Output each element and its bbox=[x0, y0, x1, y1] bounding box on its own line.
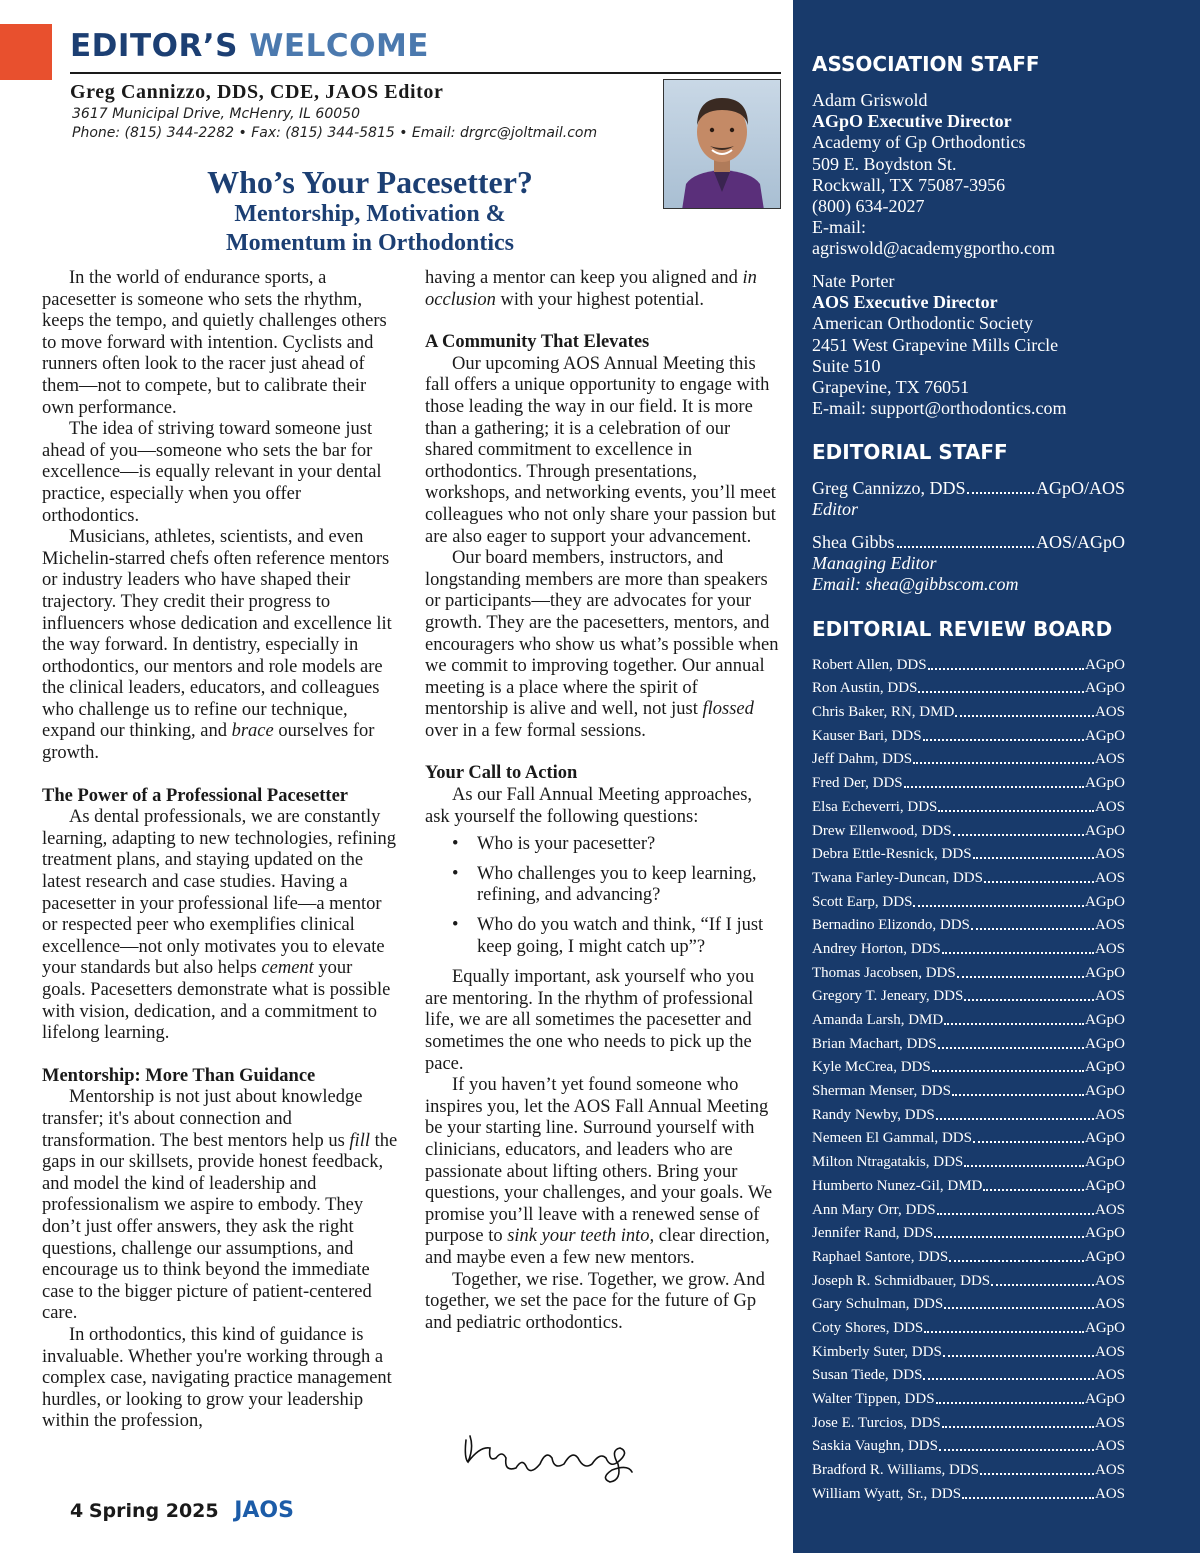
board-member bbox=[812, 1455, 1125, 1479]
article-title: Who’s Your Pacesetter? bbox=[207, 164, 533, 200]
board-member-org: AOS bbox=[1094, 917, 1125, 934]
board-member-org: AGpO bbox=[1085, 656, 1125, 673]
board-member bbox=[812, 1432, 1125, 1456]
board-member-org: AOS bbox=[1094, 704, 1125, 721]
board-member-name: Gregory T. Jeneary, DDS bbox=[812, 988, 964, 1005]
board-member-org: AGpO bbox=[1085, 1248, 1125, 1265]
section-title-word2: WELCOME bbox=[249, 28, 429, 64]
board-member-name: Gary Schulman, DDS bbox=[812, 1296, 944, 1313]
board-member-org: AOS bbox=[1094, 1343, 1125, 1360]
board-member bbox=[812, 768, 1125, 792]
title-rule bbox=[70, 72, 781, 74]
board-member-name: Humberto Nunez-Gil, DMD bbox=[812, 1177, 983, 1194]
board-member-org: AGpO bbox=[1085, 1130, 1125, 1147]
staff-contact-2: Nate Porter AOS Executive Director American Orthodontic Society 2451 West Grapevine Mills Circle Suite 510 Grapevine, TX 76051 E-mail: support@orthodontics.com bbox=[812, 271, 1067, 419]
list-item: • Who is your pacesetter? bbox=[425, 834, 781, 856]
masthead-sidebar bbox=[793, 0, 1200, 1553]
board-member-org: AOS bbox=[1094, 1296, 1125, 1313]
board-member-org: AOS bbox=[1094, 988, 1125, 1005]
board-member bbox=[812, 934, 1125, 958]
subheading: The Power of a Professional Pacesetter bbox=[42, 785, 349, 806]
board-member-name: Chris Baker, RN, DMD bbox=[812, 704, 955, 721]
board-member-org: AOS bbox=[1094, 751, 1125, 768]
board-member-name: Jose E. Turcios, DDS bbox=[812, 1414, 941, 1431]
board-member-org: AGpO bbox=[1085, 1177, 1125, 1194]
board-member-org: AOS bbox=[1094, 1462, 1125, 1479]
board-member-org: AOS bbox=[1094, 1367, 1125, 1384]
list-item: • Who challenges you to keep learning, refining, and advancing? bbox=[425, 864, 781, 907]
board-member bbox=[812, 911, 1125, 935]
article-subtitle-line2: Momentum in Orthodontics bbox=[226, 230, 514, 256]
board-member-org: AOS bbox=[1094, 869, 1125, 886]
article-subtitle-line1: Mentorship, Motivation & bbox=[234, 201, 506, 227]
board-member bbox=[812, 1076, 1125, 1100]
paragraph: Musicians, athletes, scientists, and even Michelin-starred chefs often reference mentors or industry leaders who have shaped their trajectory. They credit their progress to influencers whose dedication and excellence lit the way forward. In dentistry, especially in orthodontics, our mentors and role models are the clinical leaders, educators, and colleagues who challenge us to refine our technique, expand our thinking, and brace ourselves for growth. bbox=[42, 527, 392, 764]
board-member bbox=[812, 1479, 1125, 1503]
editor-address: 3617 Municipal Drive, McHenry, IL 60050 bbox=[72, 106, 360, 122]
board-member-org: AGpO bbox=[1085, 1059, 1125, 1076]
editor-portrait bbox=[663, 79, 781, 209]
board-member bbox=[812, 863, 1125, 887]
board-member bbox=[812, 1219, 1125, 1243]
board-member-name: Ron Austin, DDS bbox=[812, 680, 918, 697]
board-member bbox=[812, 1337, 1125, 1361]
article-headline bbox=[100, 164, 640, 258]
board-member-org: AOS bbox=[1094, 1272, 1125, 1289]
board-member bbox=[812, 1100, 1125, 1124]
board-member bbox=[812, 792, 1125, 816]
board-member-name: Kauser Bari, DDS bbox=[812, 727, 922, 744]
paragraph: In orthodontics, this kind of guidance is invaluable. Whether you're working through a complex case, navigating practice management hurdles, or looking to grow your leadership within the profession, bbox=[42, 1324, 392, 1432]
list-item: • Who do you watch and think, “If I just keep going, I might catch up”? bbox=[425, 915, 781, 958]
editor-signature bbox=[460, 1428, 640, 1488]
board-member bbox=[812, 1053, 1125, 1077]
paragraph: Together, we rise. Together, we grow. And together, we set the pace for the future of Gp and pediatric orthodontics. bbox=[425, 1269, 765, 1333]
association-staff-heading: ASSOCIATION STAFF bbox=[812, 52, 1040, 76]
paragraph: Mentorship is not just about knowledge transfer; it's about connection and transformation. The best mentors help us fill the gaps in our skillsets, provide honest feedback, and model the kind of leadership and professionalism we aspire to embody. They don’t just offer answers, they ask the right questions, challenge our assumptions, and encourage us to think beyond the immediate case to the bigger picture of patient-centered care. bbox=[42, 1087, 398, 1324]
paragraph: The idea of striving toward someone just ahead of you—someone who sets the bar for excellence—is equally relevant in your dental practice, especially when you offer orthodontics. bbox=[42, 419, 382, 526]
board-member-org: AOS bbox=[1094, 1201, 1125, 1218]
board-member-name: William Wyatt, Sr., DDS bbox=[812, 1485, 962, 1502]
board-member-org: AGpO bbox=[1085, 1035, 1125, 1052]
board-member-org: AGpO bbox=[1085, 1225, 1125, 1242]
board-member bbox=[812, 1242, 1125, 1266]
board-member-name: Andrey Horton, DDS bbox=[812, 940, 941, 957]
paragraph: In the world of endurance sports, a pacesetter is someone who sets the rhythm, keeps the tempo, and quietly challenges others to move forward with intention. Cyclists and runners often look to the racer just ahead of them—not to compete, but to calibrate their own performance. bbox=[42, 268, 387, 418]
question-list bbox=[425, 834, 781, 958]
board-member-org: AGpO bbox=[1085, 680, 1125, 697]
board-member-name: Thomas Jacobsen, DDS bbox=[812, 964, 956, 981]
board-member-name: Ann Mary Orr, DDS bbox=[812, 1201, 936, 1218]
board-member bbox=[812, 697, 1125, 721]
board-member bbox=[812, 745, 1125, 769]
paragraph: Equally important, ask yourself who you are mentoring. In the rhythm of professional life, we are all sometimes the pacesetter and sometimes the one who needs to pick up the pace. bbox=[425, 967, 755, 1074]
section-title bbox=[70, 28, 429, 64]
article-column-2 bbox=[425, 268, 781, 1334]
board-member-org: AOS bbox=[1094, 1414, 1125, 1431]
board-member bbox=[812, 887, 1125, 911]
section-color-tab bbox=[0, 24, 52, 80]
board-member-name: Scott Earp, DDS bbox=[812, 893, 913, 910]
board-member bbox=[812, 1171, 1125, 1195]
board-member-org: AOS bbox=[1094, 940, 1125, 957]
board-member bbox=[812, 1290, 1125, 1314]
board-member bbox=[812, 1313, 1125, 1337]
board-member-org: AGpO bbox=[1085, 727, 1125, 744]
editor-name: Greg Cannizzo, DDS, CDE, JAOS Editor bbox=[70, 81, 444, 103]
board-member-name: Randy Newby, DDS bbox=[812, 1106, 935, 1123]
paragraph: Our board members, instructors, and longstanding members are more than speakers or participants—they are advocates for your growth. They are the pacesetters, mentors, and encouragers who show us what’s possible when we commit to improving together. Our annual meeting is a place where the spirit of mentorship is alive and well, not just flossed over in a few formal sessions. bbox=[425, 548, 779, 741]
board-member-name: Saskia Vaughn, DDS bbox=[812, 1438, 938, 1455]
paragraph: If you haven’t yet found someone who inspires you, let the AOS Fall Annual Meeting be your starting line. Surround yourself with clinicians, educators, and leaders who are passionate about lifting others. Bring your questions, your challenges, and your goals. We promise you’ll leave with a renewed sense of purpose to sink your teeth into, clear direction, and maybe even a few new mentors. bbox=[425, 1075, 773, 1268]
board-member bbox=[812, 674, 1125, 698]
paragraph: As dental professionals, we are constantly learning, adapting to new technologies, refining treatment plans, and staying updated on the latest research and case studies. Having a pacesetter in your professional life—a mentor or respected peer who exemplifies clinical excellence—not only motivates you to elevate your standards but also helps cement your goals. Pacesetters demonstrate what is possible with vision, dedication, and a commitment to lifelong learning. bbox=[42, 807, 396, 1044]
board-member-name: Elsa Echeverri, DDS bbox=[812, 798, 938, 815]
board-member-name: Walter Tippen, DDS bbox=[812, 1391, 935, 1407]
board-member-name: Coty Shores, DDS bbox=[812, 1319, 924, 1336]
board-member bbox=[812, 1029, 1125, 1053]
board-member-name: Susan Tiede, DDS bbox=[812, 1367, 923, 1384]
board-member bbox=[812, 816, 1125, 840]
paragraph: As our Fall Annual Meeting approaches, ask yourself the following questions: bbox=[425, 785, 753, 827]
managing-editor-entry: Shea Gibbs AOS/AGpO Managing Editor Email: shea@gibbscom.com bbox=[812, 532, 1125, 594]
board-member-name: Drew Ellenwood, DDS bbox=[812, 822, 952, 839]
board-member-org: AGpO bbox=[1085, 893, 1125, 910]
board-member-org: AGpO bbox=[1085, 964, 1125, 981]
board-member-name: Bernadino Elizondo, DDS bbox=[812, 917, 970, 934]
board-member-name: Fred Der, DDS bbox=[812, 775, 903, 792]
board-member-name: Milton Ntragatakis, DDS bbox=[812, 1154, 964, 1171]
board-member-name: Sherman Menser, DDS bbox=[812, 1083, 951, 1100]
board-member-name: Jennifer Rand, DDS bbox=[812, 1225, 934, 1242]
board-member-name: Brian Machart, DDS bbox=[812, 1035, 937, 1052]
subheading: Your Call to Action bbox=[425, 763, 578, 784]
board-member bbox=[812, 958, 1125, 982]
board-member-org: AGpO bbox=[1085, 1319, 1125, 1336]
board-member bbox=[812, 650, 1125, 674]
journal-name: JAOS bbox=[234, 1498, 294, 1523]
review-board-heading: EDITORIAL REVIEW BOARD bbox=[812, 617, 1113, 641]
page-footer bbox=[70, 1498, 294, 1523]
board-member-org: AGpO bbox=[1085, 1391, 1125, 1407]
board-member bbox=[812, 1005, 1125, 1029]
paragraph: Our upcoming AOS Annual Meeting this fall offers a unique opportunity to engage with those leading the way in our field. It is more than a gathering; it is a celebration of our shared commitment to excellence in orthodontics. Through presentations, workshops, and networking events, you’ll meet colleagues who not only share your passion but are also eager to support your advancement. bbox=[425, 353, 776, 547]
section-title-word1: EDITOR’S bbox=[70, 28, 238, 64]
board-member-org: AGpO bbox=[1085, 1154, 1125, 1171]
board-member bbox=[812, 1147, 1125, 1171]
board-member bbox=[812, 840, 1125, 864]
board-member-name: Amanda Larsh, DMD bbox=[812, 1012, 944, 1028]
board-member bbox=[812, 1266, 1125, 1290]
board-member-org: AOS bbox=[1094, 1485, 1125, 1502]
board-member-org: AOS bbox=[1094, 1438, 1125, 1455]
board-member-name: Nemeen El Gammal, DDS bbox=[812, 1130, 972, 1147]
staff-contact-1: Adam Griswold AGpO Executive Director Academy of Gp Orthodontics 509 E. Boydston St. Rockwall, TX 75087-3956 (800) 634-2027 E-mail: agriswold@academygportho.com bbox=[812, 90, 1056, 259]
editor-contact: Phone: (815) 344-2282 • Fax: (815) 344-5815 • Email: drgrc@joltmail.com bbox=[72, 125, 598, 141]
board-member-name: Twana Farley-Duncan, DDS bbox=[812, 869, 983, 886]
board-member bbox=[812, 1195, 1125, 1219]
board-member-org: AGpO bbox=[1085, 775, 1125, 792]
board-member-org: AGpO bbox=[1085, 1083, 1125, 1100]
editorial-staff-heading: EDITORIAL STAFF bbox=[812, 440, 1008, 464]
board-member-org: AOS bbox=[1094, 798, 1125, 815]
review-board-list bbox=[812, 650, 1125, 1503]
article-column-1 bbox=[42, 268, 400, 1433]
editor-entry: Greg Cannizzo, DDS AGpO/AOS Editor bbox=[812, 478, 1125, 519]
page-number: 4 bbox=[70, 1500, 84, 1522]
subheading: Mentorship: More Than Guidance bbox=[42, 1065, 316, 1086]
board-member bbox=[812, 982, 1125, 1006]
issue-label: Spring 2025 bbox=[88, 1500, 219, 1522]
board-member bbox=[812, 1384, 1125, 1408]
board-member-name: Raphael Santore, DDS bbox=[812, 1248, 949, 1265]
board-member-name: Joseph R. Schmidbauer, DDS bbox=[812, 1272, 991, 1289]
board-member bbox=[812, 1124, 1125, 1148]
board-member-org: AGpO bbox=[1085, 1012, 1125, 1028]
board-member bbox=[812, 1361, 1125, 1385]
paragraph-continued: having a mentor can keep you aligned and in occlusion with your highest potential. bbox=[425, 268, 757, 310]
board-member-name: Jeff Dahm, DDS bbox=[812, 751, 913, 768]
board-member bbox=[812, 721, 1125, 745]
board-member bbox=[812, 1408, 1125, 1432]
subheading: A Community That Elevates bbox=[425, 332, 650, 353]
board-member-name: Robert Allen, DDS bbox=[812, 656, 927, 673]
board-member-name: Kimberly Suter, DDS bbox=[812, 1343, 942, 1360]
board-member-name: Debra Ettle-Resnick, DDS bbox=[812, 846, 972, 863]
board-member-org: AOS bbox=[1094, 1106, 1125, 1123]
board-member-name: Kyle McCrea, DDS bbox=[812, 1059, 931, 1076]
board-member-org: AGpO bbox=[1085, 822, 1125, 839]
board-member-name: Bradford R. Williams, DDS bbox=[812, 1462, 980, 1479]
board-member-org: AOS bbox=[1094, 846, 1125, 863]
